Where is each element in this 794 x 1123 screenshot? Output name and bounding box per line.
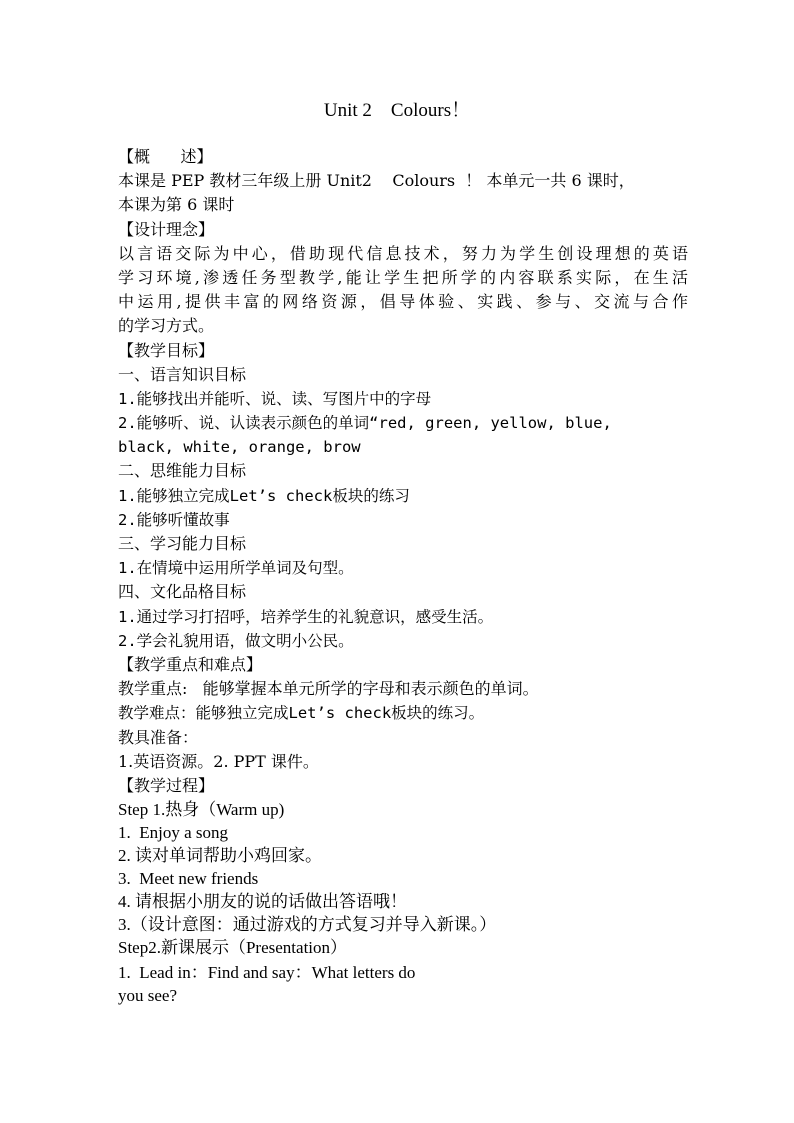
overview-heading: 【概 述】 bbox=[118, 147, 213, 166]
goal-4-item-1: 1.通过学习打招呼，培养学生的礼貌意识，感受生活。 bbox=[118, 607, 494, 626]
step-1-item-4: 4. 请根据小朋友的说的话做出答语哦！ bbox=[118, 892, 407, 912]
design-text-line-3: 中运用,提供丰富的网络资源，倡导体验、实践、参与、交流与合作 bbox=[118, 292, 688, 312]
goal-4-title: 四、文化品格目标 bbox=[118, 582, 247, 602]
step-2-item-1-line-2: you see? bbox=[118, 986, 178, 1006]
goal-2-item-2: 2.能够听懂故事 bbox=[118, 510, 230, 529]
document-body bbox=[118, 145, 688, 1007]
design-text-line-1: 以言语交际为中心，借助现代信息技术，努力为学生创设理想的英语 bbox=[118, 243, 688, 263]
step-2-title: Step2.新课展示（Presentation） bbox=[118, 938, 348, 958]
tools-heading: 教具准备： bbox=[118, 727, 199, 747]
step-2-item-1-line-1: 1. Lead in：Find and say：What letters do bbox=[118, 963, 416, 983]
overview-text-line-1: 本课是 PEP 教材三年级上册 Unit2 Colours ！ 本单元一共 6 课时， bbox=[118, 171, 635, 191]
goal-2-title: 二、思维能力目标 bbox=[118, 461, 247, 481]
goal-1-item-1: 1.能够找出并能听、说、读、写图片中的字母 bbox=[118, 389, 432, 408]
overview-text-line-2: 本课为第 6 课时 bbox=[118, 195, 235, 215]
goal-1-title: 一、语言知识目标 bbox=[118, 364, 247, 384]
step-1-item-2: 2. 读对单词帮助小鸡回家。 bbox=[118, 846, 322, 866]
goal-1-item-2-line-2: black, white, orange, brow bbox=[118, 438, 361, 457]
design-text-line-4: 的学习方式。 bbox=[118, 316, 215, 336]
step-1-item-1: 1. Enjoy a song bbox=[118, 823, 229, 843]
design-heading: 【设计理念】 bbox=[118, 219, 215, 239]
step-1-item-3: 3. Meet new friends bbox=[118, 869, 259, 889]
keypoint-text: 教学重点: 能够掌握本单元所学的字母和表示颜色的单词。 bbox=[118, 679, 539, 699]
difficulty-text: 教学难点：能够独立完成Let’s check板块的练习。 bbox=[118, 704, 485, 723]
page-title: Unit 2 Colours！ bbox=[323, 100, 471, 121]
step-1-intent: 3.（设计意图：通过游戏的方式复习并导入新课。） bbox=[118, 915, 497, 935]
goal-3-title: 三、学习能力目标 bbox=[118, 534, 247, 553]
design-text-line-2: 学习环境,渗透任务型教学,能让学生把所学的内容联系实际，在生活 bbox=[118, 267, 688, 287]
keypoints-heading: 【教学重点和难点】 bbox=[118, 654, 263, 674]
process-heading: 【教学过程】 bbox=[118, 775, 215, 795]
goal-1-item-2-line-1: 2.能够听、说、认读表示颜色的单词“red, green, yellow, blue, bbox=[118, 414, 612, 433]
goal-2-item-1: 1.能够独立完成Let’s check板块的练习 bbox=[118, 486, 410, 505]
tools-text: 1.英语资源。2. PPT 课件。 bbox=[118, 751, 319, 771]
goals-heading: 【教学目标】 bbox=[118, 340, 215, 360]
goal-3-item-1: 1.在情境中运用所学单词及句型。 bbox=[118, 559, 354, 578]
step-1-title: Step 1.热身（Warm up) bbox=[118, 800, 285, 820]
goal-4-item-2: 2.学会礼貌用语，做文明小公民。 bbox=[118, 631, 354, 650]
